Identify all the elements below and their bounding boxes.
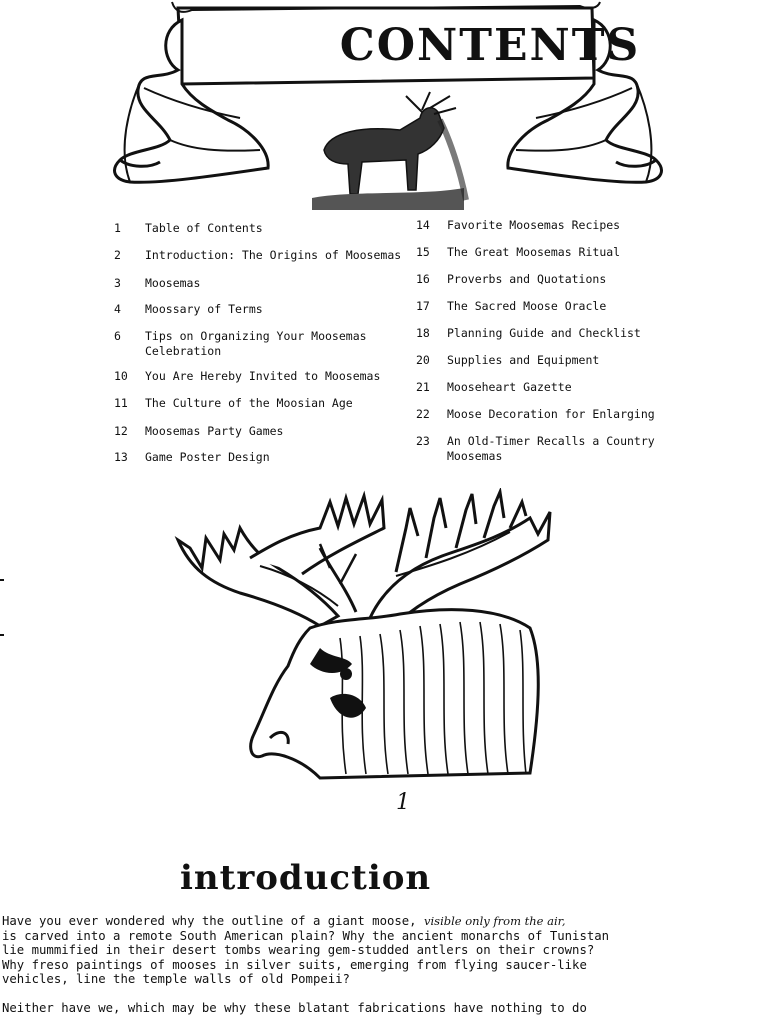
toc-entry-title: Supplies and Equipment <box>447 353 600 367</box>
toc-entry[interactable] <box>412 272 606 287</box>
page-number: 1 <box>396 790 410 815</box>
margin-mark <box>0 579 4 581</box>
toc-entry-title: Moose Decoration for Enlarging <box>447 407 655 421</box>
toc-entry[interactable] <box>110 369 380 384</box>
toc-entry-title: Tips on Organizing Your Moosemas Celebration <box>145 329 367 358</box>
contents-banner <box>100 0 670 215</box>
toc-page-number: 10 <box>114 369 128 383</box>
toc-entry[interactable] <box>412 407 655 422</box>
toc-entry[interactable] <box>110 329 367 359</box>
toc-entry-title: You Are Hereby Invited to Moosemas <box>145 369 381 383</box>
toc-page-number: 20 <box>416 353 430 367</box>
toc-entry-title: The Sacred Moose Oracle <box>447 299 607 313</box>
toc-entry[interactable] <box>110 424 283 439</box>
toc-page-number: 12 <box>114 424 128 438</box>
toc-page-number: 4 <box>114 302 121 316</box>
toc-page-number: 23 <box>416 434 430 448</box>
margin-mark <box>0 634 4 636</box>
toc-page-number: 6 <box>114 329 121 343</box>
intro-text: lie mummified in their desert tombs wearing gem-studded antlers on their crowns? <box>2 943 595 957</box>
toc-entry-title: Table of Contents <box>145 221 263 235</box>
intro-emphasis: visible only from the air, <box>424 914 566 928</box>
toc-page-number: 1 <box>114 221 121 235</box>
intro-text: Have you ever wondered why the outline of a giant moose, <box>2 914 424 928</box>
toc-entry[interactable] <box>412 245 620 260</box>
intro-paragraph-2 <box>2 1001 762 1016</box>
toc-entry[interactable] <box>412 380 572 395</box>
intro-text: vehicles, line the temple walls of old Pompeii? <box>2 972 350 986</box>
toc-entry-title: Proverbs and Quotations <box>447 272 607 286</box>
toc-entry[interactable] <box>110 248 401 263</box>
toc-entry[interactable] <box>412 218 620 233</box>
toc-page-number: 3 <box>114 276 121 290</box>
toc-entry-title: Favorite Moosemas Recipes <box>447 218 621 232</box>
intro-text: is carved into a remote South American plain? Why the ancient monarchs of Tunistan <box>2 928 610 943</box>
toc-page-number: 21 <box>416 380 430 394</box>
toc-page-number: 13 <box>114 450 128 464</box>
intro-text: Why freso paintings of mooses in silver suits, emerging from flying saucer-like <box>2 957 587 972</box>
toc-page-number: 14 <box>416 218 430 232</box>
intro-text: Neither have we, which may be why these blatant fabrications have nothing to do <box>2 1000 587 1015</box>
toc-entry[interactable] <box>110 450 270 465</box>
toc-entry[interactable] <box>412 326 641 341</box>
introduction-heading: introduction <box>180 858 432 898</box>
toc-page-number: 11 <box>114 396 128 410</box>
toc-entry[interactable] <box>110 276 200 291</box>
toc-entry[interactable] <box>110 302 263 317</box>
toc-entry-title: Moossary of Terms <box>145 302 263 316</box>
toc-entry-title: The Culture of the Moosian Age <box>145 396 353 410</box>
toc-entry-title: Introduction: The Origins of Moosemas <box>145 248 402 262</box>
moose-head-illustration <box>170 488 560 788</box>
toc-page-number: 17 <box>416 299 430 313</box>
toc-entry[interactable] <box>110 221 263 236</box>
toc-entry[interactable] <box>412 353 599 368</box>
toc-entry[interactable] <box>110 396 353 411</box>
moose-engraving-small <box>308 92 468 210</box>
toc-entry-title: An Old-Timer Recalls a Country Moosemas <box>447 434 655 463</box>
toc-page-number: 15 <box>416 245 430 259</box>
toc-entry-title: Moosemas Party Games <box>145 424 284 438</box>
toc-entry-title: Mooseheart Gazette <box>447 380 572 394</box>
toc-page-number: 2 <box>114 248 121 262</box>
toc-entry[interactable] <box>412 299 606 314</box>
toc-page-number: 16 <box>416 272 430 286</box>
intro-paragraph-1 <box>2 914 762 987</box>
contents-title: CONTENTS <box>339 19 641 71</box>
toc-page-number: 18 <box>416 326 430 340</box>
toc-entry-title: The Great Moosemas Ritual <box>447 245 621 259</box>
toc-page-number: 22 <box>416 407 430 421</box>
toc-entry-title: Planning Guide and Checklist <box>447 326 641 340</box>
toc-entry[interactable] <box>412 434 655 464</box>
introduction-body <box>2 914 762 1029</box>
toc-entry-title: Game Poster Design <box>145 450 270 464</box>
toc-entry-title: Moosemas <box>145 276 201 290</box>
